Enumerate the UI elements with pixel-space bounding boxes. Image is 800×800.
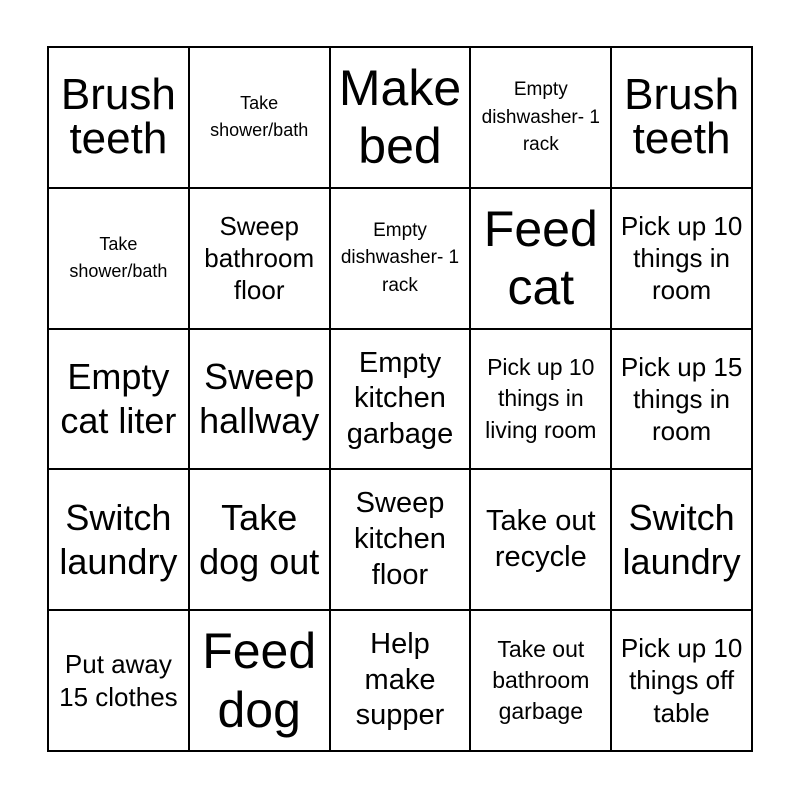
cell-text: Switch laundry bbox=[59, 496, 178, 582]
cell-text: Brush teeth bbox=[60, 70, 176, 164]
bingo-cell-r2c4[interactable] bbox=[470, 188, 611, 329]
cell-text: Pick up 15 things in room bbox=[620, 351, 743, 447]
bingo-cell-r2c3[interactable] bbox=[330, 188, 471, 329]
bingo-cell-r3c4[interactable] bbox=[470, 329, 611, 470]
bingo-cell-r3c1[interactable] bbox=[48, 329, 189, 470]
bingo-cell-r1c3[interactable] bbox=[330, 47, 471, 188]
cell-text: Pick up 10 things in room bbox=[620, 210, 743, 306]
cell-text: Help make supper bbox=[355, 628, 445, 732]
cell-text: Take shower/bath bbox=[210, 93, 309, 141]
bingo-cell-r1c1[interactable] bbox=[48, 47, 189, 188]
cell-text: Pick up 10 things in living room bbox=[485, 354, 597, 443]
cell-text: Empty dishwasher- 1 rack bbox=[481, 79, 600, 156]
bingo-cell-r5c4[interactable] bbox=[470, 610, 611, 751]
cell-text: Take out recycle bbox=[485, 505, 596, 573]
cell-text: Feed dog bbox=[202, 623, 317, 738]
bingo-cell-r1c2[interactable] bbox=[189, 47, 330, 188]
cell-text: Switch laundry bbox=[622, 496, 741, 582]
cell-text: Take dog out bbox=[199, 496, 320, 582]
bingo-cell-r4c2[interactable] bbox=[189, 469, 330, 610]
cell-text: Brush teeth bbox=[624, 70, 740, 164]
cell-text: Put away 15 clothes bbox=[59, 649, 178, 712]
bingo-cell-r3c3[interactable] bbox=[330, 329, 471, 470]
cell-text: Empty dishwasher- 1 rack bbox=[340, 219, 460, 296]
cell-text: Take out bathroom garbage bbox=[492, 636, 590, 725]
bingo-board bbox=[47, 46, 753, 752]
bingo-cell-r4c4[interactable] bbox=[470, 469, 611, 610]
bingo-cell-r5c1[interactable] bbox=[48, 610, 189, 751]
bingo-cell-r4c3[interactable] bbox=[330, 469, 471, 610]
cell-text: Sweep hallway bbox=[199, 356, 320, 441]
cell-text: Empty cat liter bbox=[60, 356, 177, 441]
bingo-cell-r1c5[interactable] bbox=[611, 47, 752, 188]
bingo-cell-r5c2[interactable] bbox=[189, 610, 330, 751]
bingo-cell-r1c4[interactable] bbox=[470, 47, 611, 188]
bingo-cell-r4c1[interactable] bbox=[48, 469, 189, 610]
bingo-cell-r5c5[interactable] bbox=[611, 610, 752, 751]
bingo-cell-r3c5[interactable] bbox=[611, 329, 752, 470]
bingo-cell-r5c3[interactable] bbox=[330, 610, 471, 751]
bingo-cell-r3c2[interactable] bbox=[189, 329, 330, 470]
bingo-cell-r2c5[interactable] bbox=[611, 188, 752, 329]
bingo-cell-r2c2[interactable] bbox=[189, 188, 330, 329]
cell-text: Feed cat bbox=[483, 200, 598, 316]
bingo-cell-r2c1[interactable] bbox=[48, 188, 189, 329]
cell-text: Take shower/bath bbox=[69, 234, 168, 282]
cell-text: Empty kitchen garbage bbox=[346, 346, 454, 450]
cell-text: Make bed bbox=[338, 59, 462, 175]
cell-text: Sweep bathroom floor bbox=[204, 210, 315, 306]
bingo-cell-r4c5[interactable] bbox=[611, 469, 752, 610]
cell-text: Sweep kitchen floor bbox=[354, 487, 446, 591]
cell-text: Pick up 10 things off table bbox=[620, 633, 743, 728]
